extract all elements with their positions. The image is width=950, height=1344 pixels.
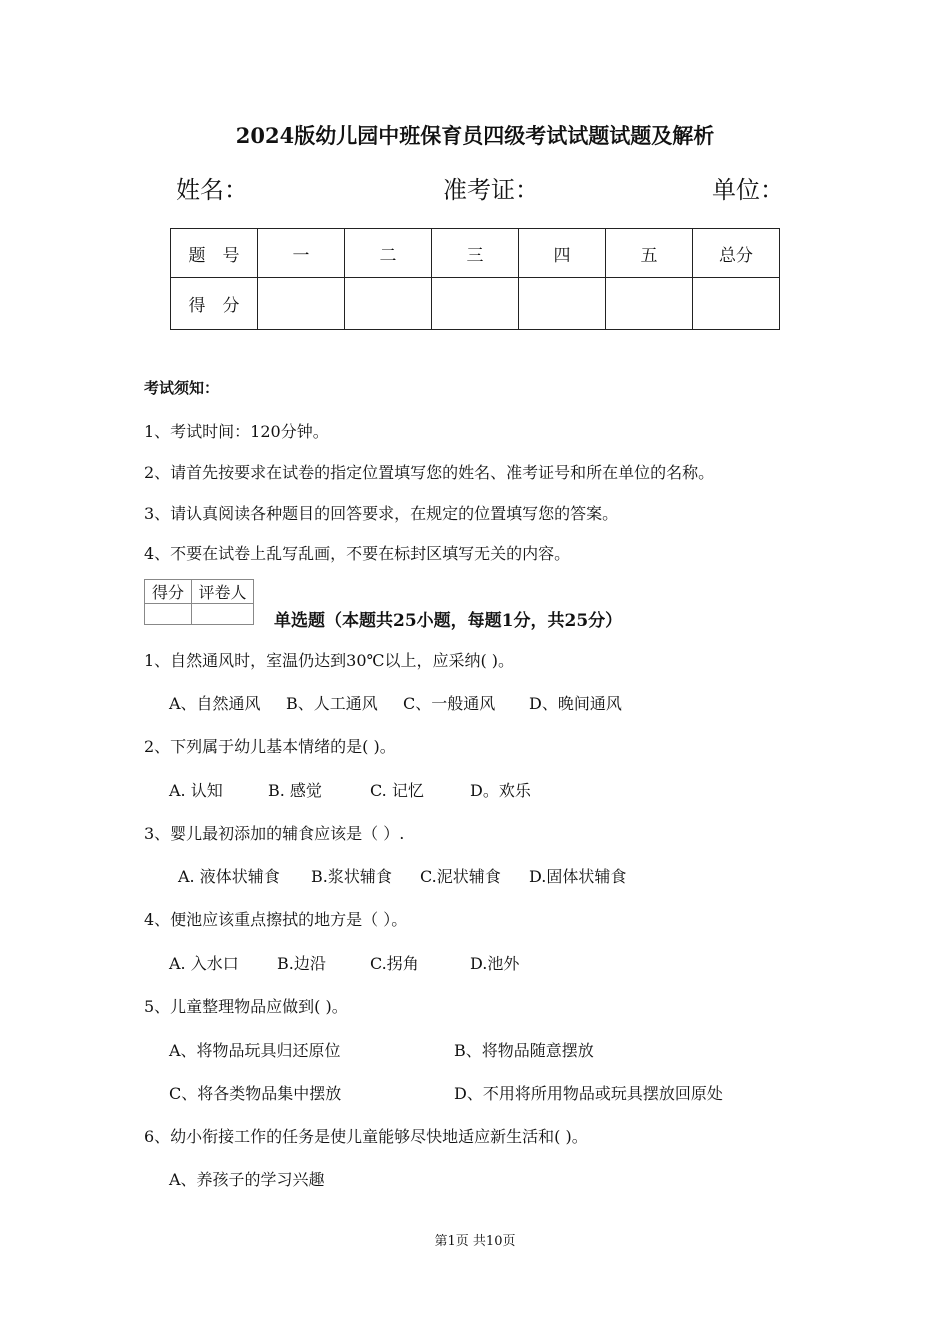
grader-reviewer-cell[interactable]: [192, 604, 254, 625]
score-cell[interactable]: [693, 278, 780, 330]
score-row-label: 得 分: [171, 278, 258, 330]
question-option: B.边沿: [277, 954, 326, 973]
score-table-score-row: [171, 278, 780, 330]
question-option: D、不用将所用物品或玩具摆放回原处: [454, 1084, 723, 1103]
notice-item: 3、请认真阅读各种题目的回答要求，在规定的位置填写您的答案。: [144, 504, 619, 523]
grader-score-label: 得分: [145, 580, 192, 604]
notice-item: 1、考试时间：120分钟。: [144, 422, 329, 441]
score-table-header-cell: 三: [432, 229, 519, 278]
score-table: [170, 228, 780, 330]
question-option: D.固体状辅食: [529, 867, 627, 886]
unit-field-label: 单位：: [712, 176, 784, 204]
notice-heading: 考试须知：: [144, 379, 220, 397]
section-heading: 单选题（本题共25小题，每题1分，共25分）: [274, 611, 623, 631]
document-title: 2024版幼儿园中班保育员四级考试试题试题及解析: [235, 123, 715, 148]
score-cell[interactable]: [606, 278, 693, 330]
grader-reviewer-label: 评卷人: [192, 580, 254, 604]
score-cell[interactable]: [432, 278, 519, 330]
question-option: C.拐角: [370, 954, 419, 973]
score-table-header-cell: 一: [258, 229, 345, 278]
question-option: B. 感觉: [268, 781, 322, 800]
question-text: 2、下列属于幼儿基本情绪的是( )。: [144, 737, 396, 756]
question-option: A. 认知: [169, 781, 223, 800]
score-table-header-cell: 总分: [693, 229, 780, 278]
score-table-header-cell: 四: [519, 229, 606, 278]
question-option: B、将物品随意摆放: [454, 1041, 594, 1060]
question-option: D.池外: [470, 954, 520, 973]
question-option: C、一般通风: [403, 694, 496, 713]
question-option: B、人工通风: [286, 694, 378, 713]
score-table-header-cell: 题 号: [171, 229, 258, 278]
question-option: C、将各类物品集中摆放: [169, 1084, 342, 1103]
question-option: C.泥状辅食: [420, 867, 501, 886]
score-table-header-cell: 二: [345, 229, 432, 278]
score-cell[interactable]: [519, 278, 606, 330]
exam-number-field-label: 准考证：: [443, 176, 539, 204]
grader-box: [144, 579, 254, 625]
question-option: A. 液体状辅食: [178, 867, 280, 886]
question-text: 5、儿童整理物品应做到( )。: [144, 997, 348, 1016]
score-table-header-cell: 五: [606, 229, 693, 278]
question-text: 4、便池应该重点擦拭的地方是（ ）。: [144, 910, 408, 929]
question-option: A. 入水口: [169, 954, 239, 973]
question-option: A、自然通风: [169, 694, 261, 713]
question-option: A、养孩子的学习兴趣: [169, 1170, 325, 1189]
grader-score-cell[interactable]: [145, 604, 192, 625]
question-text: 3、婴儿最初添加的辅食应该是（ ）.: [144, 824, 405, 843]
question-option: B.浆状辅食: [311, 867, 392, 886]
notice-item: 4、不要在试卷上乱写乱画，不要在标封区填写无关的内容。: [144, 544, 571, 563]
score-cell[interactable]: [258, 278, 345, 330]
notice-item: 2、请首先按要求在试卷的指定位置填写您的姓名、准考证号和所在单位的名称。: [144, 463, 715, 482]
question-text: 1、自然通风时，室温仍达到30℃以上，应采纳( )。: [144, 651, 515, 670]
question-option: C. 记忆: [370, 781, 424, 800]
question-text: 6、幼小衔接工作的任务是使儿童能够尽快地适应新生活和( )。: [144, 1127, 588, 1146]
score-cell[interactable]: [345, 278, 432, 330]
question-option: D。欢乐: [470, 781, 531, 800]
question-option: A、将物品玩具归还原位: [169, 1041, 341, 1060]
name-field-label: 姓名：: [176, 176, 248, 204]
question-option: D、晚间通风: [529, 694, 622, 713]
page-footer: 第1页 共10页: [434, 1234, 516, 1249]
score-table-header-row: [171, 229, 780, 278]
